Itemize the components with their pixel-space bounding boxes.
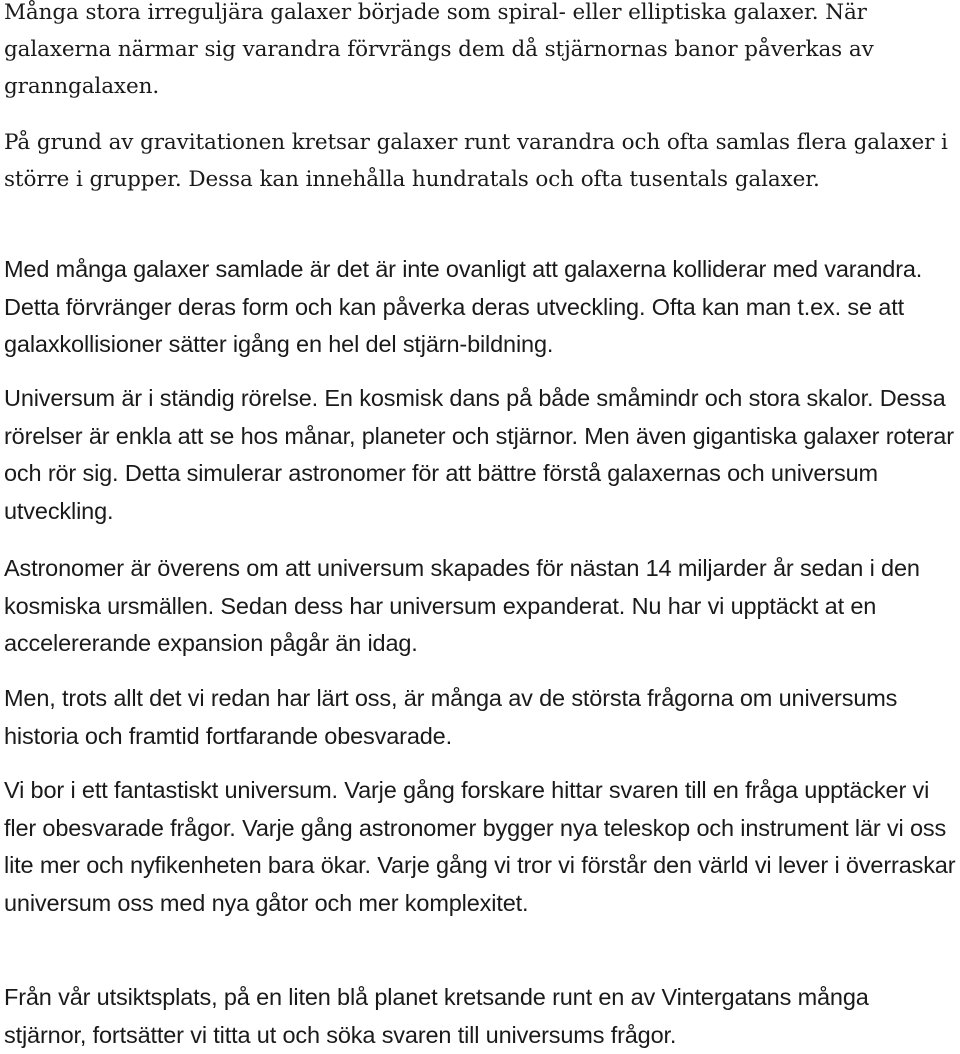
paragraph-fantastic-universe: Vi bor i ett fantastiskt universum. Varje gång forskare hittar svaren till en fråga upptäcker vi fler obesvarade frågor. Varje gång astronomer bygger nya teleskop och instrument lär vi oss lite mer och nyfikenheten bara ökar. Varje gång vi tror vi förstår den värld vi lever i överraskar universum oss med nya gåtor och mer komplexitet.	[4, 777, 956, 916]
paragraph-universe-motion: Universum är i ständig rörelse. En kosmisk dans på både småmindr och stora skalor. Dessa rörelser är enkla att se hos månar, planeter och stjärnor. Men även gigantiska galaxer roterar och rör sig. Detta simulerar astronomer för att bättre förstå galaxernas och universum utveckling.	[4, 385, 954, 524]
paragraph-our-vantage-point: Från vår utsiktsplats, på en liten blå planet kretsande runt en av Vintergatans många stjärnor, fortsätter vi titta ut och söka svaren till universums frågor.	[4, 984, 869, 1048]
paragraph-galaxy-collisions: Med många galaxer samlade är det är inte ovanligt att galaxerna kolliderar med varandra. Detta förvränger deras form och kan påverka deras utveckling. Ofta kan man t.ex. se att galaxkollisioner sätter igång en hel del stjärn-bildning.	[4, 256, 923, 357]
paragraph-galaxy-groups: På grund av gravitationen kretsar galaxer runt varandra och ofta samlas flera galaxer i större i grupper. Dessa kan innehålla hundratals och ofta tusentals galaxer.	[4, 130, 948, 192]
paragraph-open-questions: Men, trots allt det vi redan har lärt oss, är många av de största frågorna om universums historia och framtid fortfarande obesvarade.	[4, 685, 898, 749]
paragraph-big-bang: Astronomer är överens om att universum skapades för nästan 14 miljarder år sedan i den kosmiska ursmällen. Sedan dess har universum expanderat. Nu har vi upptäckt at en accelererande expansion pågår än idag.	[4, 555, 920, 656]
paragraph-irregular-galaxies: Många stora irreguljära galaxer började som spiral- eller elliptiska galaxer. När galaxerna närmar sig varandra förvrängs dem då stjärnornas banor påverkas av granngalaxen.	[4, 0, 874, 99]
